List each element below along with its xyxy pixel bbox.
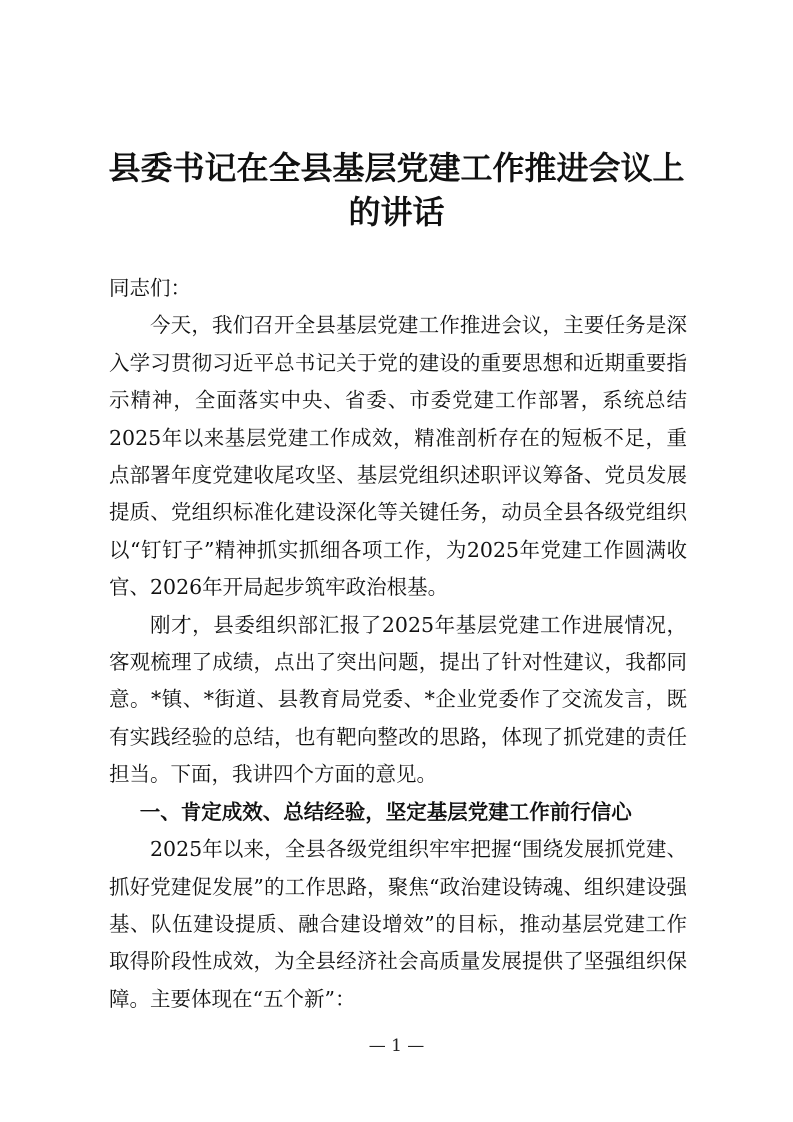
section-heading: 一、肯定成效、总结经验，坚定基层党建工作前行信心 [139, 799, 632, 824]
paragraph-response: 刚才，县委组织部汇报了2025年基层党建工作进展情况，客观梳理了成绩，点出了突出问题，提出了针对性建议，我都同意。*镇、*街道、县教育局党委、*企业党委作了交流发言，既有实践经验的总结，也有靶向整改的思路，体现了抓党建的责任担当。下面，我讲四个方面的意见。 [109, 612, 687, 787]
salutation: 同志们： [109, 276, 191, 300]
document-body [109, 270, 687, 1018]
section-paragraph: 2025年以来，全县各级党组织牢牢把握“围绕发展抓党建、抓好党建促发展”的工作思路，聚焦“政治建设铸魂、组织建设强基、队伍建设提质、融合建设增效”的目标，推动基层党建工作取得阶段性成效，为全县经济社会高质量发展提供了坚强组织保障。主要体现在“五个新”： [109, 837, 687, 1011]
page-number: — 1 — [368, 1036, 425, 1056]
document-title: 县委书记在全县基层党建工作推进会议上的讲话 [108, 149, 685, 231]
paragraph-intro: 今天，我们召开全县基层党建工作推进会议，主要任务是深入学习贯彻习近平总书记关于党的建设的重要思想和近期重要指示精神，全面落实中央、省委、市委党建工作部署，系统总结2025年以来基层党建工作成效，精准剖析存在的短板不足，重点部署年度党建收尾攻坚、基层党组织述职评议筹备、党员发展提质、党组织标准化建设深化等关键任务，动员全县各级党组织以“钉钉子”精神抓实抓细各项工作，为2025年党建工作圆满收官、2026年开局起步筑牢政治根基。 [109, 313, 687, 600]
